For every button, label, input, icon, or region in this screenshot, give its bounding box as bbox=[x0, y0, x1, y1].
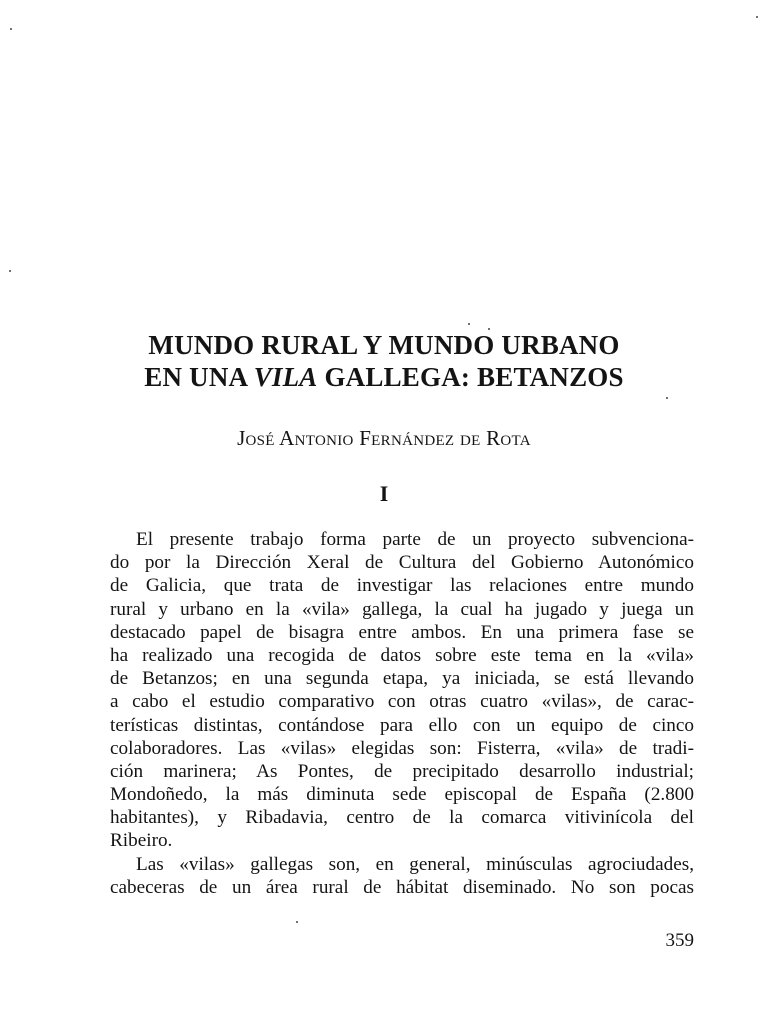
title-italic-word: VILA bbox=[253, 362, 318, 392]
text-line: habitantes), y Ribadavia, centro de la comarca vitivinícola del bbox=[110, 807, 694, 829]
author-name: José Antonio Fernández de Rota bbox=[237, 426, 531, 450]
scan-speck bbox=[296, 921, 298, 923]
text-line: El presente trabajo forma parte de un proyecto subvenciona- bbox=[136, 529, 694, 550]
scan-speck bbox=[9, 270, 11, 272]
scan-speck bbox=[488, 328, 490, 330]
page-number: 359 bbox=[665, 930, 694, 951]
scan-speck bbox=[756, 16, 758, 18]
scan-speck bbox=[10, 28, 12, 30]
article-title-line-1: MUNDO RURAL Y MUNDO URBANO bbox=[148, 330, 620, 360]
text-line: cabeceras de un área rural de hábitat diseminado. No son pocas bbox=[110, 876, 694, 898]
text-line: do por la Dirección Xeral de Cultura del Gobierno Autonómico bbox=[110, 552, 694, 574]
text-line: de Betanzos; en una segunda etapa, ya iniciada, se está llevando bbox=[110, 668, 694, 690]
body-text bbox=[110, 528, 694, 899]
title-suffix: GALLEGA: BETANZOS bbox=[317, 362, 624, 392]
text-line: Las «vilas» gallegas son, en general, minúsculas agrociudades, bbox=[136, 853, 694, 875]
title-prefix: EN UNA bbox=[144, 362, 254, 392]
text-line: ción marinera; As Pontes, de precipitado desarrollo industrial; bbox=[110, 760, 694, 782]
scan-speck bbox=[666, 397, 668, 399]
text-line: a cabo el estudio comparativo con otras cuatro «vilas», de carac- bbox=[110, 691, 694, 713]
text-line: destacado papel de bisagra entre ambos. En una primera fase se bbox=[110, 621, 694, 643]
text-line: colaboradores. Las «vilas» elegidas son: Fisterra, «vila» de tradi- bbox=[110, 737, 694, 759]
text-line: Mondoñedo, la más diminuta sede episcopal de España (2.800 bbox=[110, 784, 694, 806]
section-heading: I bbox=[379, 481, 389, 506]
text-line: terísticas distintas, contándose para ello con un equipo de cinco bbox=[110, 714, 694, 736]
article-title-line-2 bbox=[0, 362, 768, 392]
text-line: Ribeiro. bbox=[110, 830, 173, 852]
text-line: de Galicia, que trata de investigar las relaciones entre mundo bbox=[110, 575, 694, 597]
text-line: ha realizado una recogida de datos sobre este tema en la «vila» bbox=[110, 644, 694, 666]
text-line: rural y urbano en la «vila» gallega, la cual ha jugado y juega un bbox=[110, 598, 694, 620]
scan-speck bbox=[468, 323, 470, 325]
